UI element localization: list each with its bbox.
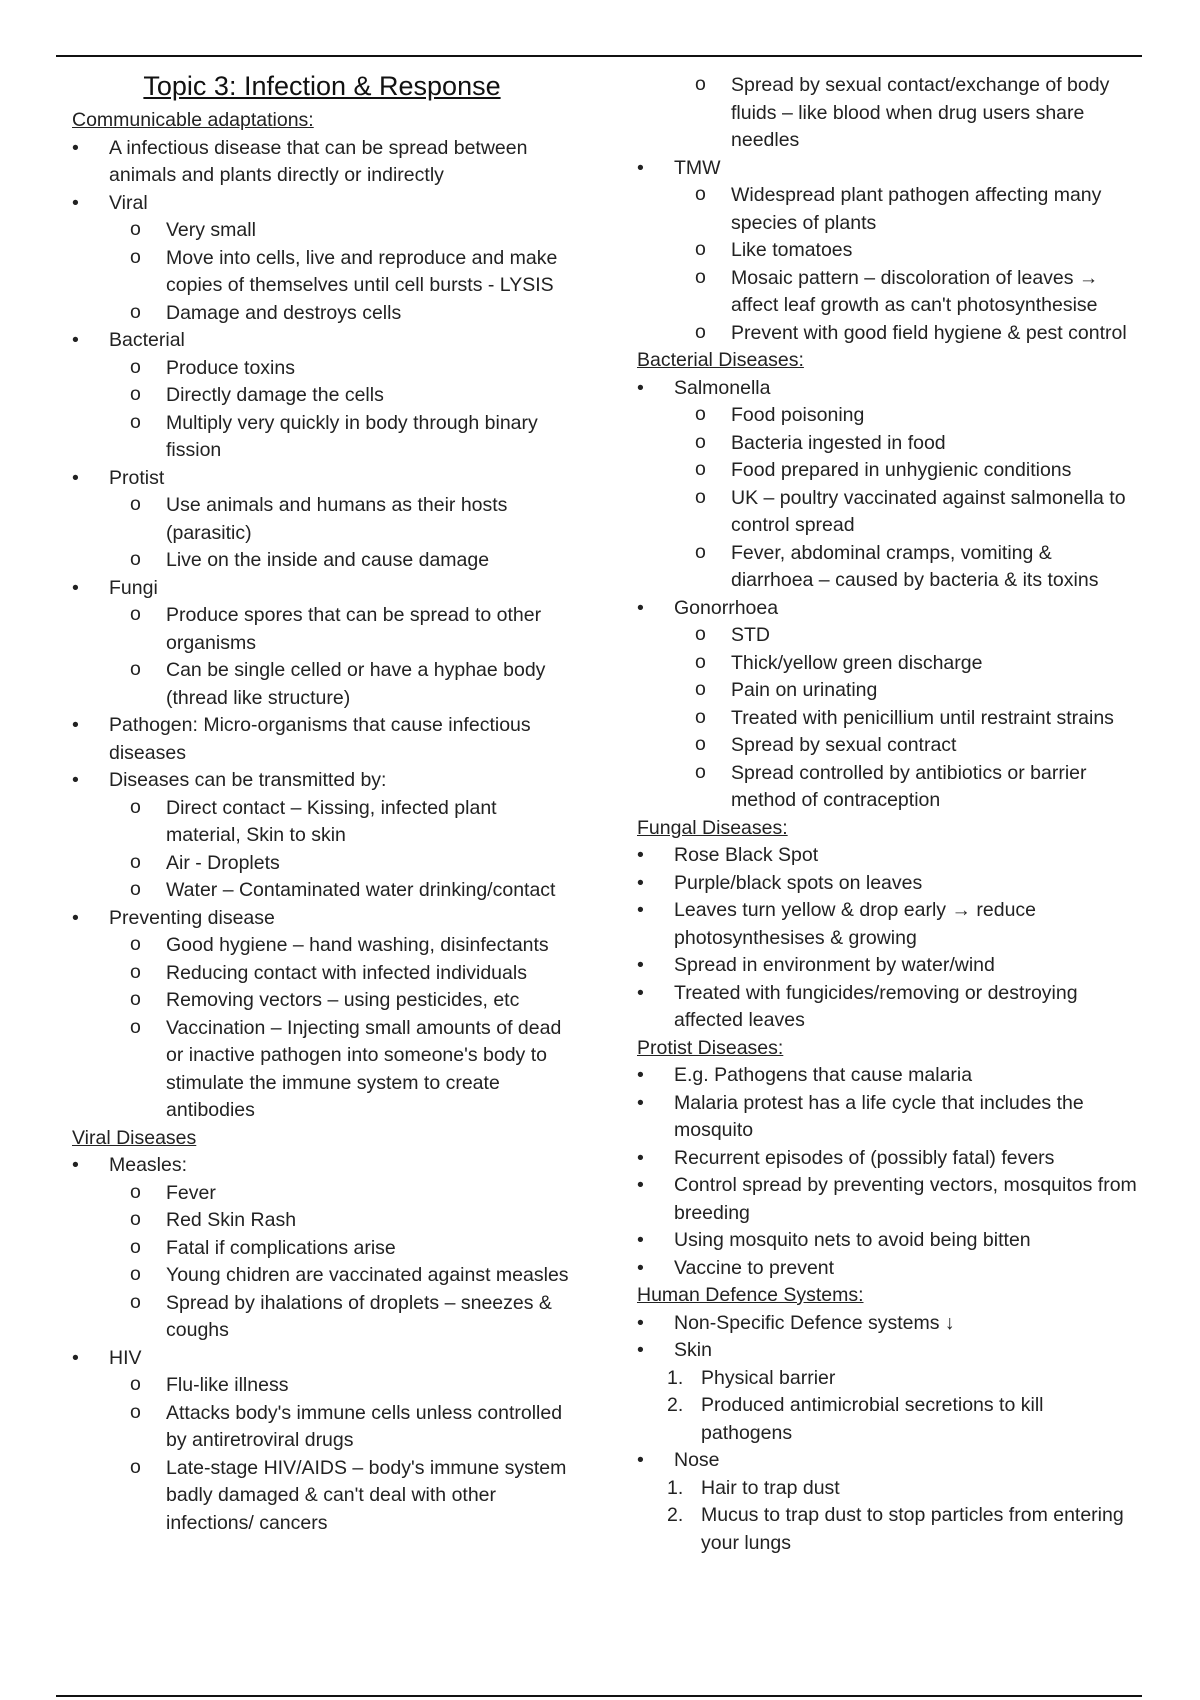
list-item: • Nose — [637, 1447, 1137, 1475]
list-item: • Preventing disease — [72, 905, 572, 933]
list-subitem: o Spread by sexual contract — [637, 732, 1137, 760]
list-item: • HIV — [72, 1345, 572, 1373]
list-subitem: o Live on the inside and cause damage — [72, 547, 572, 575]
list-item: • Purple/black spots on leaves — [637, 870, 1137, 898]
list-item: • TMW — [637, 155, 1137, 183]
list-item: • Control spread by preventing vectors, mosquitos from breeding — [637, 1172, 1137, 1227]
list-subitem: o Can be single celled or have a hyphae body (thread like structure) — [72, 657, 572, 712]
section-heading: Viral Diseases — [72, 1126, 197, 1149]
list-item: • A infectious disease that can be spread between animals and plants directly or indirectly — [72, 135, 572, 190]
list-subitem: o Treated with penicillium until restraint strains — [637, 705, 1137, 733]
list-subitem: o Like tomatoes — [637, 237, 1137, 265]
list-item: • Gonorrhoea — [637, 595, 1137, 623]
item-text: Physical barrier — [701, 1366, 836, 1389]
list-item: • Protist — [72, 465, 572, 493]
numbered-item — [637, 1365, 1137, 1393]
section-heading: Bacterial Diseases: — [637, 349, 804, 371]
left-column — [72, 70, 572, 1537]
bullet-list — [637, 842, 1137, 1035]
page-title: Topic 3: Infection & Response — [143, 71, 501, 101]
list-subitem: o Flu-like illness — [72, 1372, 572, 1400]
list-item: • Non-Specific Defence systems ↓ — [637, 1310, 1137, 1338]
list-subitem: o UK – poultry vaccinated against salmonella to control spread — [637, 485, 1137, 540]
list-item: • Diseases can be transmitted by: — [72, 767, 572, 795]
list-item: • Viral — [72, 190, 572, 218]
bullet-list — [637, 1062, 1137, 1282]
list-subitem: o Very small — [72, 217, 572, 245]
list-subitem: o Reducing contact with infected individuals — [72, 960, 572, 988]
list-subitem: o Pain on urinating — [637, 677, 1137, 705]
right-column — [637, 72, 1137, 1557]
section-heading: Human Defence Systems: — [637, 1284, 864, 1306]
list-item: • Skin — [637, 1337, 1137, 1365]
list-item: • Measles: — [72, 1152, 572, 1180]
list-subitem: o Attacks body's immune cells unless controlled by antiretroviral drugs — [72, 1400, 572, 1455]
numbered-item — [637, 1392, 1137, 1447]
list-item: • Pathogen: Micro-organisms that cause infectious diseases — [72, 712, 572, 767]
bullet-list — [72, 135, 572, 1125]
item-text: Mucus to trap dust to stop particles from entering your lungs — [701, 1504, 1124, 1554]
list-item: • E.g. Pathogens that cause malaria — [637, 1062, 1137, 1090]
list-subitem: o Removing vectors – using pesticides, etc — [72, 987, 572, 1015]
list-item: • Malaria protest has a life cycle that includes the mosquito — [637, 1090, 1137, 1145]
list-subitem: o Thick/yellow green discharge — [637, 650, 1137, 678]
list-item: • Using mosquito nets to avoid being bitten — [637, 1227, 1137, 1255]
bullet-list — [637, 1310, 1137, 1558]
list-subitem: o Produce toxins — [72, 355, 572, 383]
list-item: • Spread in environment by water/wind — [637, 952, 1137, 980]
numbered-item — [637, 1502, 1137, 1557]
item-number: 2. — [667, 1394, 684, 1416]
top-rule — [56, 55, 1142, 57]
list-subitem: o Mosaic pattern – discoloration of leaves → affect leaf growth as can't photosynthesise — [637, 265, 1137, 320]
list-subitem: o Fever, abdominal cramps, vomiting & diarrhoea – caused by bacteria & its toxins — [637, 540, 1137, 595]
list-item: • Bacterial — [72, 327, 572, 355]
list-item: • Treated with fungicides/removing or destroying affected leaves — [637, 980, 1137, 1035]
list-subitem: o Direct contact – Kissing, infected plant material, Skin to skin — [72, 795, 572, 850]
list-subitem: o Vaccination – Injecting small amounts of dead or inactive pathogen into someone's body to stimulate the immune system to create antibodies — [72, 1015, 572, 1125]
section-heading: Protist Diseases: — [637, 1036, 784, 1059]
list-subitem: o Produce spores that can be spread to other organisms — [72, 602, 572, 657]
list-subitem: o Spread by ihalations of droplets – sneezes & coughs — [72, 1290, 572, 1345]
list-subitem: o Prevent with good field hygiene & pest control — [637, 320, 1137, 348]
list-subitem: o Food poisoning — [637, 402, 1137, 430]
bullet-list — [637, 72, 1137, 347]
section-heading: Fungal Diseases: — [637, 816, 788, 839]
list-subitem: o Bacteria ingested in food — [637, 430, 1137, 458]
list-subitem: o Air - Droplets — [72, 850, 572, 878]
list-subitem: o Widespread plant pathogen affecting many species of plants — [637, 182, 1137, 237]
list-subitem: o Red Skin Rash — [72, 1207, 572, 1235]
list-subitem: o Damage and destroys cells — [72, 300, 572, 328]
list-subitem: o Spread controlled by antibiotics or barrier method of contraception — [637, 760, 1137, 815]
item-text: Hair to trap dust — [701, 1476, 840, 1499]
list-subitem: o Move into cells, live and reproduce and make copies of themselves until cell bursts - LYSIS — [72, 245, 572, 300]
item-number: 2. — [667, 1504, 684, 1526]
list-item: • Leaves turn yellow & drop early → reduce photosynthesises & growing — [637, 897, 1137, 952]
list-subitem: o Good hygiene – hand washing, disinfectants — [72, 932, 572, 960]
item-number: 1. — [667, 1476, 684, 1499]
section-heading: Communicable adaptations: — [72, 109, 314, 131]
numbered-item — [637, 1475, 1137, 1503]
item-text: Produced antimicrobial secretions to kill pathogens — [701, 1394, 1044, 1444]
list-item: • Rose Black Spot — [637, 842, 1137, 870]
bottom-rule — [56, 1695, 1142, 1697]
bullet-list — [72, 1152, 572, 1537]
list-subitem: o Young chidren are vaccinated against measles — [72, 1262, 572, 1290]
list-subitem: o Fever — [72, 1180, 572, 1208]
list-item: • Vaccine to prevent — [637, 1255, 1137, 1283]
list-item: • Recurrent episodes of (possibly fatal) fevers — [637, 1145, 1137, 1173]
list-subitem: o STD — [637, 622, 1137, 650]
list-subitem: o Water – Contaminated water drinking/contact — [72, 877, 572, 905]
list-subitem: o Use animals and humans as their hosts (parasitic) — [72, 492, 572, 547]
list-subitem: o Multiply very quickly in body through binary fission — [72, 410, 572, 465]
list-item: • Salmonella — [637, 375, 1137, 403]
item-number: 1. — [667, 1366, 684, 1389]
bullet-list — [637, 375, 1137, 815]
list-subitem: o Directly damage the cells — [72, 382, 572, 410]
list-subitem: o Spread by sexual contact/exchange of body fluids – like blood when drug users share needles — [637, 72, 1137, 155]
list-item: • Fungi — [72, 575, 572, 603]
list-subitem: o Food prepared in unhygienic conditions — [637, 457, 1137, 485]
list-subitem: o Fatal if complications arise — [72, 1235, 572, 1263]
list-subitem: o Late-stage HIV/AIDS – body's immune system badly damaged & can't deal with other infections/ cancers — [72, 1455, 572, 1538]
